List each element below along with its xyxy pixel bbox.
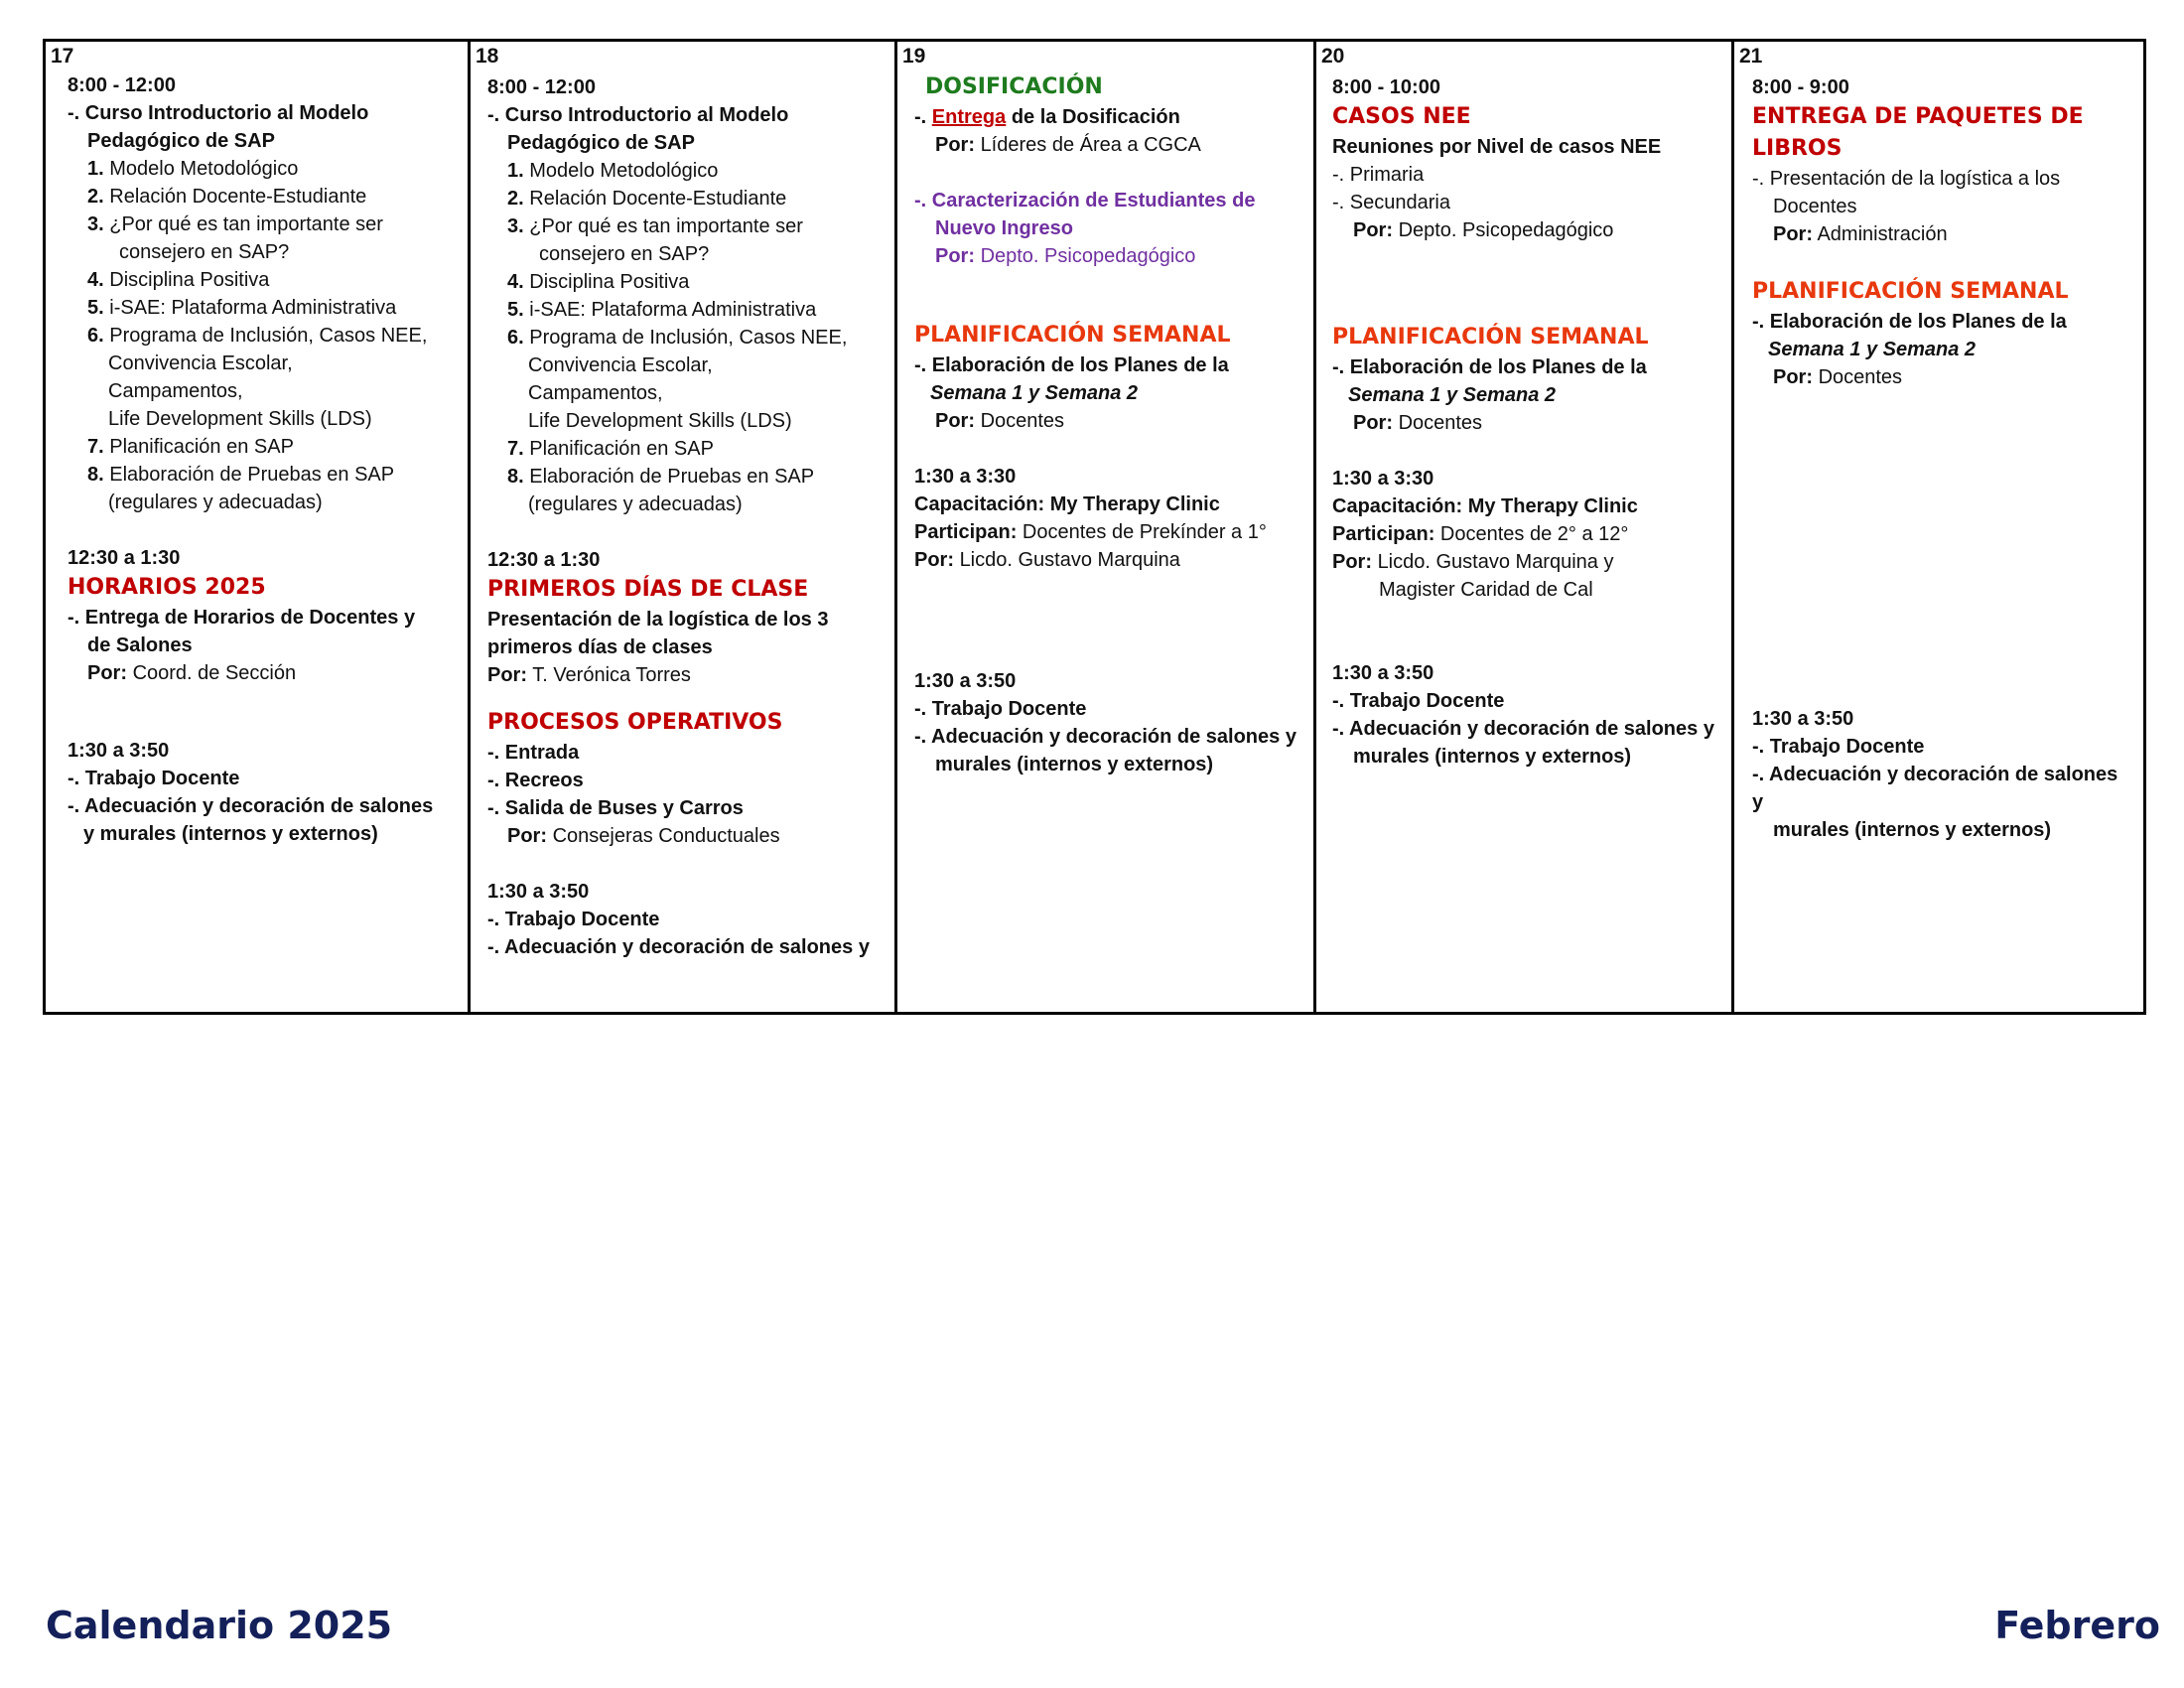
activity-item: -. Trabajo Docente (914, 698, 1087, 720)
time-slot: 1:30 a 3:30 (1332, 468, 1434, 490)
activity-item: Capacitación: My Therapy Clinic (914, 493, 1220, 515)
list-item: 4. Disciplina Positiva (507, 271, 690, 293)
activity-item: -. Entrada (487, 742, 580, 764)
section-heading: PLANIFICACIÓN SEMANAL (1752, 279, 2069, 304)
activity-item: -. Elaboración de los Planes de la (914, 354, 1229, 376)
activity-title-cont: Pedagógico de SAP (507, 132, 695, 154)
time-slot: 1:30 a 3:50 (914, 670, 1017, 692)
activity-item: -. Adecuación y decoración de salones y (914, 726, 1297, 748)
section-heading: PLANIFICACIÓN SEMANAL (914, 323, 1231, 348)
list-item-cont: Campamentos, (528, 382, 663, 404)
list-item: 8. Elaboración de Pruebas en SAP (507, 466, 815, 488)
section-heading: PRIMEROS DÍAS DE CLASE (487, 577, 809, 602)
activity-item-cont: Nuevo Ingreso (935, 217, 1073, 239)
activity-item: -. Trabajo Docente (68, 768, 240, 789)
list-item: 2. Relación Docente-Estudiante (87, 186, 367, 208)
list-item: 6. Programa de Inclusión, Casos NEE, (507, 327, 848, 349)
activity-item: -. Trabajo Docente (1752, 736, 1925, 758)
list-item: 7. Planificación en SAP (507, 438, 714, 460)
activity-item: -. Entrega de Horarios de Docentes y (68, 607, 416, 629)
responsible: Por: Líderes de Área a CGCA (935, 134, 1201, 156)
list-item-cont: consejero en SAP? (119, 241, 290, 263)
list-item: 8. Elaboración de Pruebas en SAP (87, 464, 395, 486)
activity-item-cont: y murales (internos y externos) (83, 823, 378, 845)
list-item-cont: Life Development Skills (LDS) (108, 408, 372, 430)
activity-item: -. Entrega de la Dosificación (914, 106, 1180, 128)
list-item: 7. Planificación en SAP (87, 436, 294, 458)
responsible: Por: Coord. de Sección (87, 662, 297, 684)
activity-item-cont: murales (internos y externos) (935, 754, 1214, 775)
list-item: 5. i-SAE: Plataforma Administrativa (87, 297, 397, 319)
list-item: -. Primaria (1332, 164, 1425, 186)
section-heading: PLANIFICACIÓN SEMANAL (1332, 325, 1649, 350)
day-body (1752, 73, 2143, 844)
activity-item-cont: primeros días de clases (487, 636, 713, 658)
activity-item-cont: Semana 1 y Semana 2 (930, 382, 1139, 404)
list-item-cont: Life Development Skills (LDS) (528, 410, 792, 432)
activity-item-cont: murales (internos y externos) (1353, 746, 1632, 768)
activity-item-cont: Semana 1 y Semana 2 (1348, 384, 1557, 406)
list-item: 3. ¿Por qué es tan importante ser (507, 215, 803, 237)
section-heading: HORARIOS 2025 (68, 575, 266, 600)
time-slot: 8:00 - 12:00 (487, 76, 596, 98)
day-body (68, 71, 468, 848)
day-column-17 (46, 42, 471, 1012)
day-body (1332, 73, 1731, 771)
activity-title: -. Curso Introductorio al Modelo (68, 102, 369, 124)
activity-item: Presentación de la logística de los 3 (487, 609, 829, 631)
activity-item: -. Presentación de la logística a los (1752, 168, 2061, 190)
activity-item: -. Elaboración de los Planes de la (1332, 356, 1647, 378)
entrega-link-text: Entrega (931, 106, 1007, 128)
list-item: -. Secundaria (1332, 192, 1450, 213)
activity-item: -. Recreos (487, 770, 584, 791)
week-calendar-grid (43, 39, 2146, 1015)
day-number: 20 (1321, 45, 1345, 68)
time-slot: 8:00 - 12:00 (68, 74, 176, 96)
day-body (914, 71, 1313, 778)
activity-item: -. Elaboración de los Planes de la (1752, 311, 2067, 333)
activity-item: Reuniones por Nivel de casos NEE (1332, 136, 1662, 158)
list-item: 5. i-SAE: Plataforma Administrativa (507, 299, 817, 321)
list-item-cont: (regulares y adecuadas) (528, 493, 743, 515)
calendar-year-title: Calendario 2025 (46, 1604, 393, 1647)
responsible: Por: Depto. Psicopedagógico (935, 245, 1196, 267)
activity-item-cont: Docentes (1773, 196, 1857, 217)
responsible: Por: Licdo. Gustavo Marquina (914, 549, 1180, 571)
activity-item: -. Adecuación y decoración de salones y (487, 936, 870, 958)
activity-item-cont: murales (internos y externos) (1773, 819, 2052, 841)
list-item: 2. Relación Docente-Estudiante (507, 188, 787, 210)
day-number: 21 (1739, 45, 1763, 68)
list-item-cont: Campamentos, (108, 380, 243, 402)
activity-item: -. Salida de Buses y Carros (487, 797, 744, 819)
list-item: 6. Programa de Inclusión, Casos NEE, (87, 325, 428, 347)
list-item-cont: Convivencia Escolar, (528, 354, 713, 376)
list-item-cont: (regulares y adecuadas) (108, 492, 323, 513)
time-slot: 1:30 a 3:50 (68, 740, 170, 762)
responsible: Por: Consejeras Conductuales (507, 825, 780, 847)
activity-item: -. Trabajo Docente (1332, 690, 1505, 712)
responsible-cont: Magister Caridad de Cal (1379, 579, 1593, 601)
participants: Participan: Docentes de Prekínder a 1° (914, 521, 1267, 543)
list-item: 1. Modelo Metodológico (87, 158, 299, 180)
activity-item-cont: de Salones (87, 634, 193, 656)
time-slot: 8:00 - 9:00 (1752, 76, 1849, 98)
day-number: 18 (476, 45, 499, 68)
day-column-21 (1734, 42, 2143, 1012)
activity-item: -. Adecuación y decoración de salones y (1332, 718, 1714, 740)
time-slot: 1:30 a 3:50 (487, 881, 590, 903)
list-item-cont: Convivencia Escolar, (108, 352, 293, 374)
section-heading: DOSIFICACIÓN (925, 74, 1103, 99)
list-item: 1. Modelo Metodológico (507, 160, 719, 182)
day-column-18 (471, 42, 897, 1012)
day-column-20 (1316, 42, 1734, 1012)
day-column-19 (897, 42, 1316, 1012)
time-slot: 12:30 a 1:30 (68, 547, 181, 569)
section-heading: PROCESOS OPERATIVOS (487, 710, 783, 735)
activity-item: -. Adecuación y decoración de salones (68, 795, 434, 817)
time-slot: 1:30 a 3:50 (1752, 708, 1854, 730)
day-number: 19 (902, 45, 926, 68)
list-item: 4. Disciplina Positiva (87, 269, 270, 291)
list-item: 3. ¿Por qué es tan importante ser (87, 213, 383, 235)
activity-item: -. Trabajo Docente (487, 909, 660, 930)
activity-title-cont: Pedagógico de SAP (87, 130, 275, 152)
responsible: Por: Administración (1773, 223, 1948, 245)
day-body (487, 73, 894, 961)
participants: Participan: Docentes de 2° a 12° (1332, 523, 1629, 545)
section-heading-cont: LIBROS (1752, 136, 1843, 161)
time-slot: 1:30 a 3:30 (914, 466, 1017, 488)
activity-item: Capacitación: My Therapy Clinic (1332, 495, 1638, 517)
month-title: Febrero (1994, 1604, 2160, 1647)
activity-item-cont: y (1752, 791, 1764, 813)
section-heading: CASOS NEE (1332, 104, 1471, 129)
responsible: Por: Docentes (1773, 366, 1903, 388)
responsible: Por: Docentes (935, 410, 1065, 432)
responsible: Por: Depto. Psicopedagógico (1353, 219, 1614, 241)
time-slot: 12:30 a 1:30 (487, 549, 601, 571)
section-heading: ENTREGA DE PAQUETES DE (1752, 104, 2084, 129)
activity-title: -. Curso Introductorio al Modelo (487, 104, 789, 126)
responsible: Por: Licdo. Gustavo Marquina y (1332, 551, 1614, 573)
activity-item: -. Adecuación y decoración de salones (1752, 764, 2118, 785)
activity-item: -. Caracterización de Estudiantes de (914, 190, 1256, 211)
list-item-cont: consejero en SAP? (539, 243, 710, 265)
time-slot: 8:00 - 10:00 (1332, 76, 1440, 98)
responsible: Por: Docentes (1353, 412, 1483, 434)
activity-item-cont: Semana 1 y Semana 2 (1768, 339, 1977, 360)
day-number: 17 (51, 45, 74, 68)
time-slot: 1:30 a 3:50 (1332, 662, 1434, 684)
responsible: Por: T. Verónica Torres (487, 664, 691, 686)
